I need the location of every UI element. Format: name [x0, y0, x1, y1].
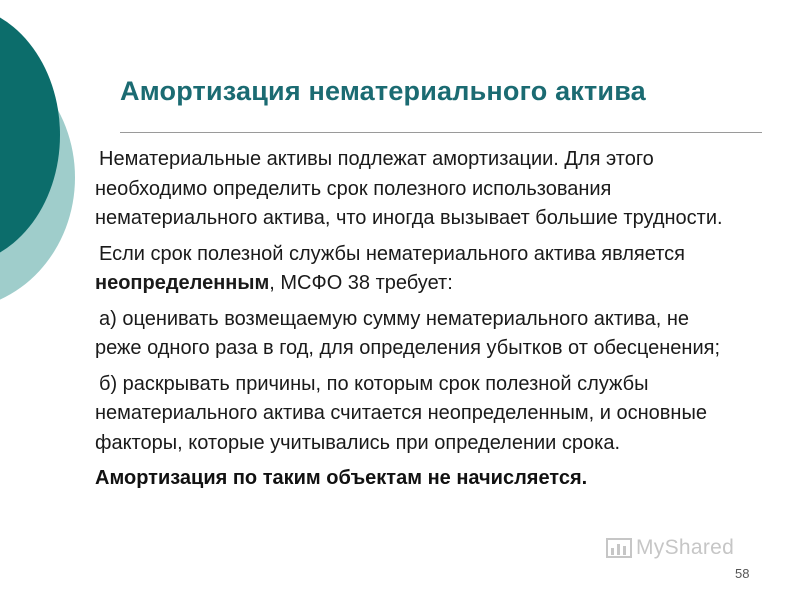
- slide-body: [95, 145, 735, 500]
- chart-icon: [606, 538, 632, 558]
- indefinite-term: неопределенным: [95, 272, 270, 294]
- paragraph-indefinite-before: Если срок полезной службы нематериального актива является: [99, 242, 685, 265]
- slide-title: Амортизация нематериального актива: [120, 76, 646, 106]
- watermark: [606, 536, 734, 560]
- list-item-a: а) оценивать возмещаемую сумму нематериального актива, не реже одного раза в год, для определения убытков от обесценения;: [95, 307, 721, 359]
- paragraph-indefinite: [95, 240, 735, 299]
- slide-number: 58: [735, 566, 750, 581]
- paragraph-intro: Нематериальные активы подлежат амортизации. Для этого необходимо определить срок полезного использования нематериального актива, что иногда вызывает большие трудности.: [95, 148, 723, 229]
- watermark-text: MyShared: [636, 536, 735, 559]
- list-item-b: б) раскрывать причины, по которым срок полезной службы нематериального актива считается неопределенным, и основные факторы, которые учитывались при определении срока.: [95, 372, 707, 454]
- conclusion: Амортизация по таким объектам не начисляется.: [95, 467, 588, 489]
- title-divider: [120, 132, 762, 133]
- paragraph-indefinite-after: , МСФО 38 требует:: [269, 272, 453, 294]
